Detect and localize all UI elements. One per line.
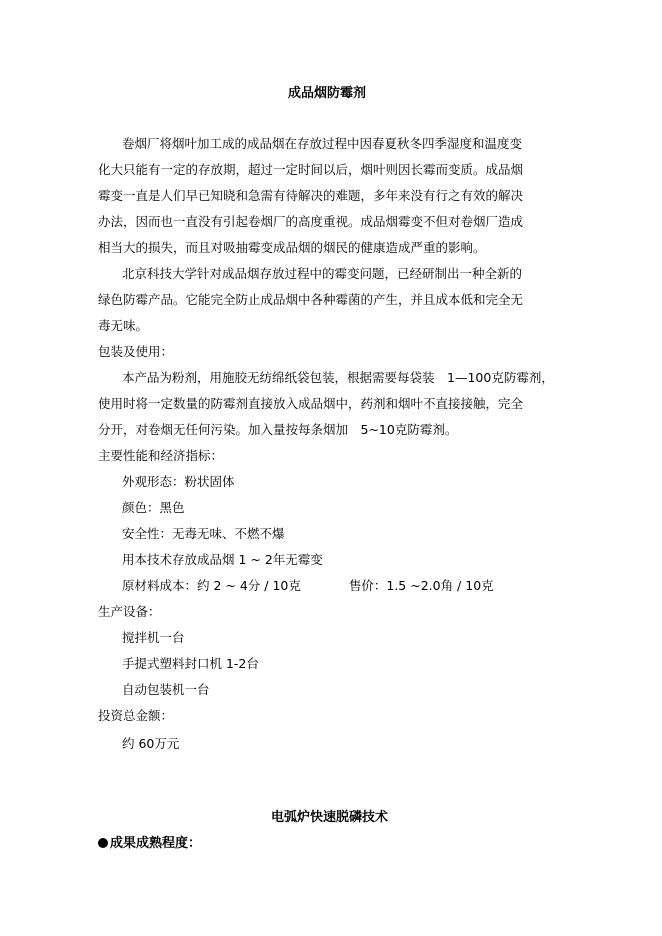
packaging-line: 使用时将一定数量的防霉剂直接放入成品烟中，药剂和烟叶不直接接触，完全 [98, 396, 524, 411]
intro-line: 化大只能有一定的存放期，超过一定时间以后，烟叶则因长霉而变质。成品烟 [98, 162, 524, 177]
article-title: 电弧炉快速脱磷技术 [271, 810, 389, 825]
equipment-item: 手提式塑料封口机 1-2台 [122, 656, 259, 671]
intro-line: 相当大的损失，而且对吸抽霉变成品烟的烟民的健康造成严重的影响。 [98, 240, 486, 255]
research-line: 绿色防霉产品。它能完全防止成品烟中各种霉菌的产生，并且成本低和完全无 [98, 292, 524, 307]
article-title: 成品烟防霉剂 [288, 86, 367, 101]
performance-item: 颜色：黑色 [122, 500, 185, 515]
performance-item: 外观形态：粉状固体 [122, 474, 235, 489]
intro-line: 霉变一直是人们早已知晓和急需有待解决的难题，多年来没有行之有效的解决 [98, 188, 524, 203]
maturity-row [98, 836, 201, 852]
packaging-line: 分开，对卷烟无任何污染。加入量按每条烟加 5~10克防霉剂。 [98, 422, 458, 437]
investment-heading: 投资总金额： [98, 708, 174, 723]
research-line: 北京科技大学针对成品烟存放过程中的霉变问题，已经研制出一种全新的 [122, 266, 523, 281]
investment-value: 约 60万元 [122, 736, 180, 751]
intro-line: 办法，因而也一直没有引起卷烟厂的高度重视。成品烟霉变不但对卷烟厂造成 [98, 214, 524, 229]
equipment-item: 搅拌机一台 [122, 630, 185, 645]
price-label: 售价：1.5 ~2.0角 / 10克 [348, 578, 494, 593]
research-line: 毒无味。 [98, 318, 149, 333]
equipment-heading: 生产设备： [98, 604, 161, 619]
packaging-heading: 包装及使用： [98, 344, 174, 359]
intro-line: 卷烟厂将烟叶加工成的成品烟在存放过程中因春夏秋冬四季湿度和温度变 [122, 136, 523, 151]
cost-label: 原材料成本：约 2 ~ 4分 / 10克 [122, 578, 301, 593]
bullet-icon [98, 838, 108, 848]
equipment-item: 自动包装机一台 [122, 682, 210, 697]
cost-row [122, 578, 494, 594]
performance-item: 安全性：无毒无味、不燃不爆 [122, 526, 285, 541]
performance-heading: 主要性能和经济指标： [98, 448, 224, 463]
packaging-line: 本产品为粉剂，用施胶无纺绵纸袋包装，根据需要每袋装 1—100克防霉剂， [122, 370, 554, 385]
performance-item: 用本技术存放成品烟 1 ~ 2年无霉变 [122, 552, 323, 567]
maturity-heading: 成果成熟程度： [110, 836, 202, 851]
